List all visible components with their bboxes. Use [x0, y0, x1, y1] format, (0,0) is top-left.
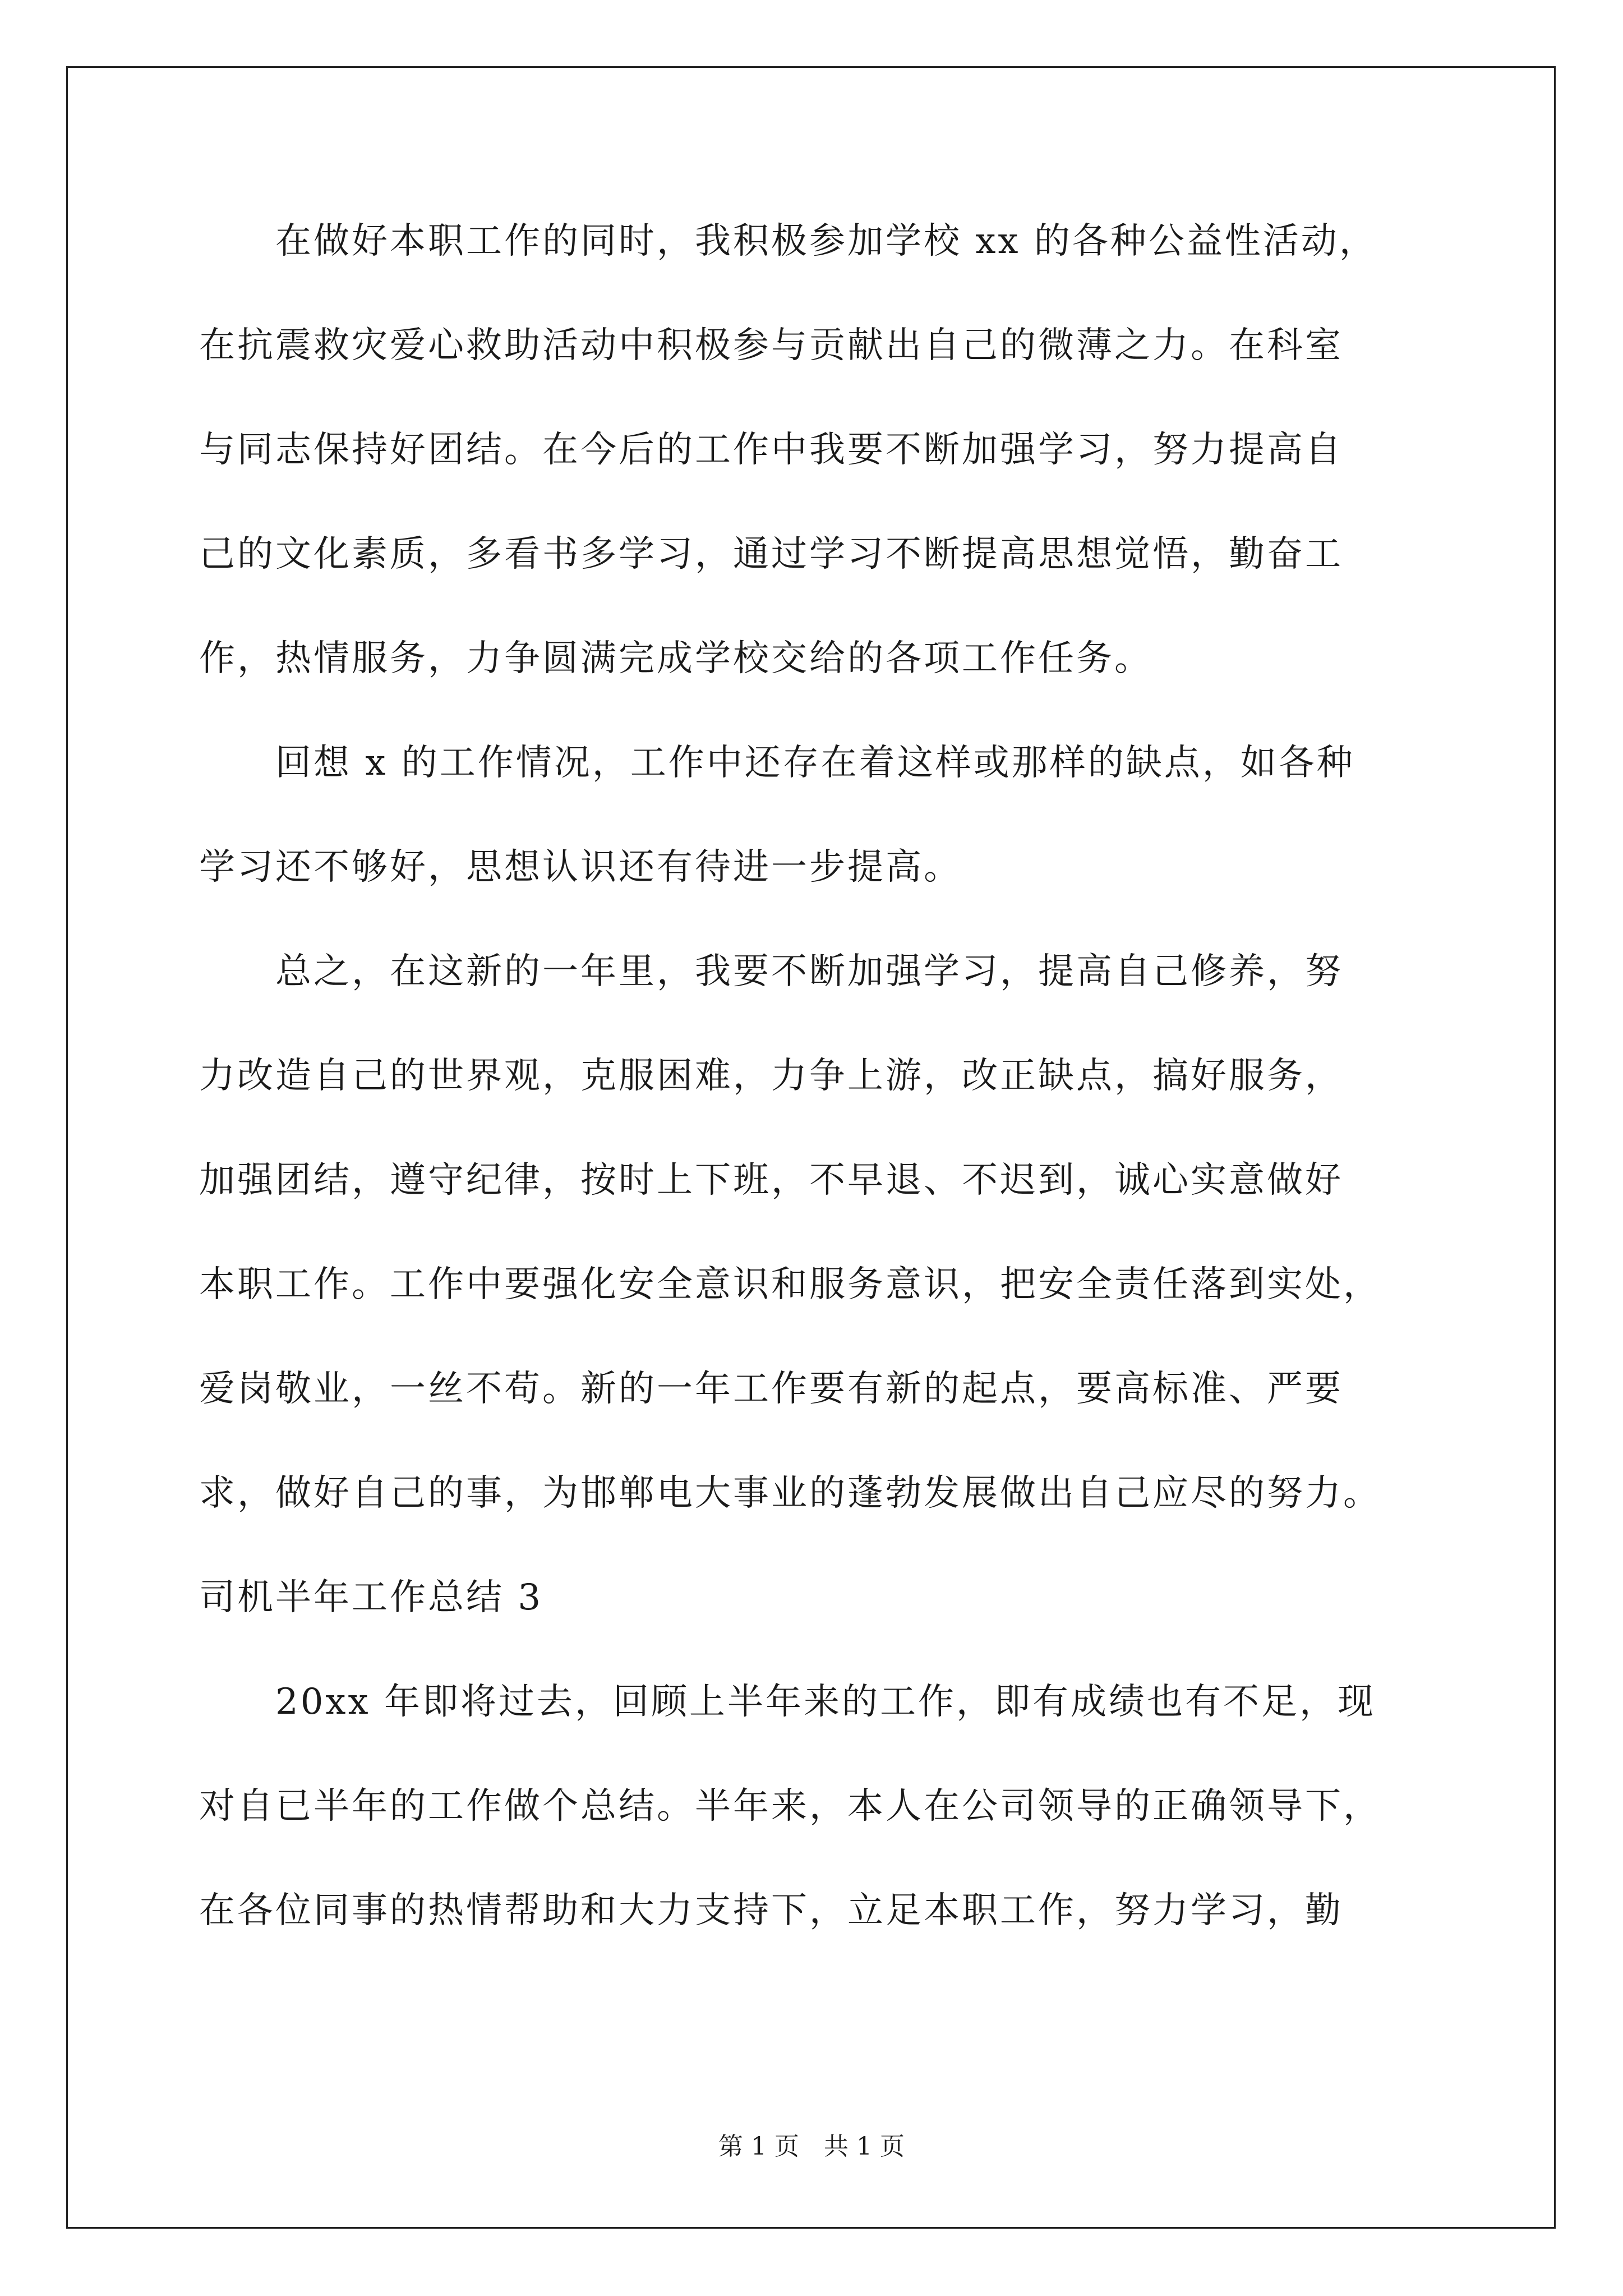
text-line: 本职工作。工作中要强化安全意识和服务意识，把安全责任落到实处， — [199, 1264, 1381, 1305]
text-line: 20xx 年即将过去，回顾上半年来的工作，即有成绩也有不足，现 — [199, 1681, 1376, 1723]
text-line: 在各位同事的热情帮助和大力支持下，立足本职工作，努力学习，勤 — [199, 1890, 1343, 1931]
text-line: 总之，在这新的一年里，我要不断加强学习，提高自己修养，努 — [199, 951, 1343, 992]
text-line: 学习还不够好，思想认识还有待进一步提高。 — [199, 846, 962, 888]
text-line: 求，做好自己的事，为邯郸电大事业的蓬勃发展做出自己应尽的努力。 — [199, 1473, 1381, 1514]
text-line: 爱岗敬业，一丝不苟。新的一年工作要有新的起点，要高标准、严要 — [199, 1368, 1343, 1410]
section-heading: 司机半年工作总结 3 — [199, 1577, 543, 1618]
text-line: 己的文化素质，多看书多学习，通过学习不断提高思想觉悟，勤奋工 — [199, 533, 1343, 575]
text-line: 在抗震救灾爱心救助活动中积极参与贡献出自己的微薄之力。在科室 — [199, 325, 1343, 366]
text-line: 在做好本职工作的同时，我积极参加学校 xx 的各种公益性活动， — [199, 220, 1377, 262]
page-number-footer: 第 1 页 共 1 页 — [718, 2132, 905, 2161]
text-line: 加强团结，遵守纪律，按时上下班，不早退、不迟到，诚心实意做好 — [199, 1159, 1343, 1201]
text-line: 作，热情服务，力争圆满完成学校交给的各项工作任务。 — [199, 638, 1152, 679]
text-line: 回想 x 的工作情况，工作中还存在着这样或那样的缺点，如各种 — [199, 742, 1355, 784]
text-line: 与同志保持好团结。在今后的工作中我要不断加强学习，努力提高自 — [199, 429, 1343, 471]
text-line: 对自已半年的工作做个总结。半年来，本人在公司领导的正确领导下， — [199, 1786, 1381, 1827]
text-line: 力改造自己的世界观，克服困难，力争上游，改正缺点，搞好服务， — [199, 1055, 1343, 1097]
